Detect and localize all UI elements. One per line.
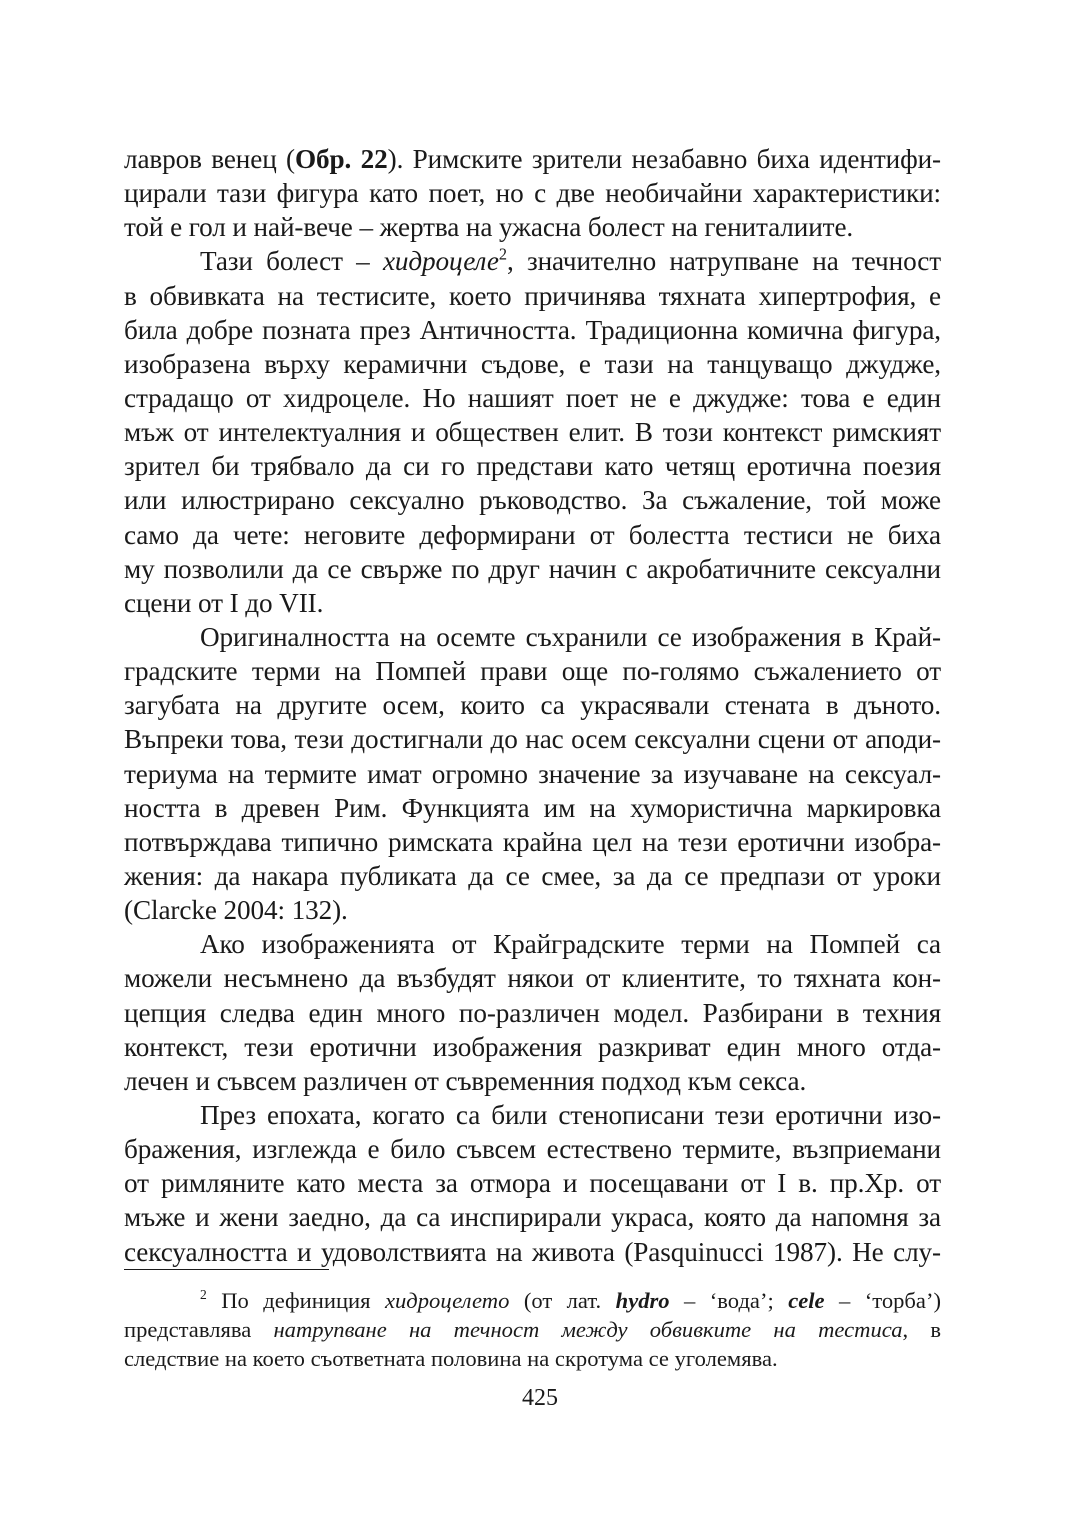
text-line: била добре позната през Античността. Традиционна комична фигура, — [124, 314, 941, 345]
text-line: сексуалността и удоволствията на живота (Pasquinucci 1987). Не слу- — [124, 1236, 941, 1267]
paragraph-start: Оригиналността на осемте съхранили се изображения в Край- — [200, 621, 941, 652]
text-line: изобразена върху керамични съдове, е тази на танцуващо джудже, — [124, 348, 941, 379]
text-line: загубата на другите осем, които са украсявали стената в дъното. — [124, 690, 941, 721]
text-line: жения: да накара публиката да се смее, за да се предпази от уроки — [124, 860, 941, 891]
figure-reference: Обр. 22 — [295, 144, 388, 174]
text-line: ността в древен Рим. Функцията им на хумористична маркировка — [124, 792, 941, 823]
text-line: териума на термите имат огромно значение за изучаване на сексуал- — [124, 758, 941, 789]
text-line: или илюстрирано сексуално ръководство. За съжаление, той може — [124, 485, 941, 516]
text-line: в обвивката на тестисите, което причинява тяхната хипертрофия, е — [124, 280, 941, 311]
text-line: той е гол и най-вече – жертва на ужасна болест на гениталиите. — [124, 212, 854, 243]
text-line: страдащо от хидроцеле. Но нашият поет не е джудже: това е един — [124, 382, 941, 413]
footnote-line: представлява натрупване на течност между обвивките на тестиса, в — [124, 1317, 941, 1342]
footnote-number: 2 — [200, 1287, 207, 1303]
text-line: зрител би трябвало да си го представи като четящ еротична поезия — [124, 451, 941, 482]
footnote-line: $^2$ По дефиниция хидроцелето (от лат. hydro – ‘вода’; cele – ‘торба’) — [200, 1287, 941, 1313]
text-line: от римляните като места за отмора и посещавани от I в. пр.Хр. от — [124, 1168, 941, 1199]
text-line: мъж от интелектуалния и обществен елит. В този контекст римският — [124, 417, 941, 448]
text-line: (Clarcke 2004: 132). — [124, 895, 348, 926]
text-line: цепция следва един много по-различен модел. Разбирани в техния — [124, 997, 941, 1028]
page-number: 425 — [522, 1385, 558, 1411]
paragraph-start: Тази болест – хидроцеле$^2$, значително натрупване на течност — [200, 244, 942, 277]
text-line: лечен и съвсем различен от съвременния подход към секса. — [124, 1065, 807, 1096]
main-text — [124, 142, 941, 1269]
text-line: лавров венец (Обр. 22). Римските зрители незабавно биха идентифи- — [124, 144, 941, 174]
footnote — [124, 1286, 941, 1373]
footnote-separator — [124, 1269, 329, 1270]
text-line: бражения, изглежда е било съвсем естествено термите, възприемани — [124, 1134, 941, 1165]
text-line: сцени от I до VII. — [124, 587, 324, 618]
text-line: потвърждава типично римската крайна цел на тези еротични изобра- — [124, 826, 941, 857]
text-line: контекст, тези еротични изображения разкриват един много отда- — [124, 1031, 941, 1062]
text-line: можели несъмнено да възбудят някои от клиентите, то тяхната кон- — [124, 963, 941, 994]
text-line: мъже и жени заедно, да са инспирирали украса, която да напомня за — [124, 1202, 941, 1233]
footnote-line: следствие на което съответната половина на скротума се уголемява. — [124, 1346, 778, 1371]
text-line: градските терми на Помпей прави още по-голямо съжалението от — [124, 656, 941, 687]
text-line: цирали тази фигура като поет, но с две необичайни характеристики: — [124, 178, 941, 209]
text-line: му позволили да се свърже по друг начин с акробатичните сексуални — [124, 553, 941, 584]
paragraph-start: През епохата, когато са били стенописани тези еротични изо- — [200, 1099, 941, 1130]
text-line: само да чете: неговите деформирани от болестта тестиси не биха — [124, 519, 941, 550]
footnote-marker[interactable]: 2 — [498, 244, 507, 264]
text-line: Въпреки това, тези достигнали до нас осем сексуални сцени от аподи- — [124, 724, 941, 755]
paragraph-start: Ако изображенията от Крайградските терми на Помпей са — [200, 929, 941, 960]
term-hydrocele: хидроцеле — [382, 246, 499, 277]
